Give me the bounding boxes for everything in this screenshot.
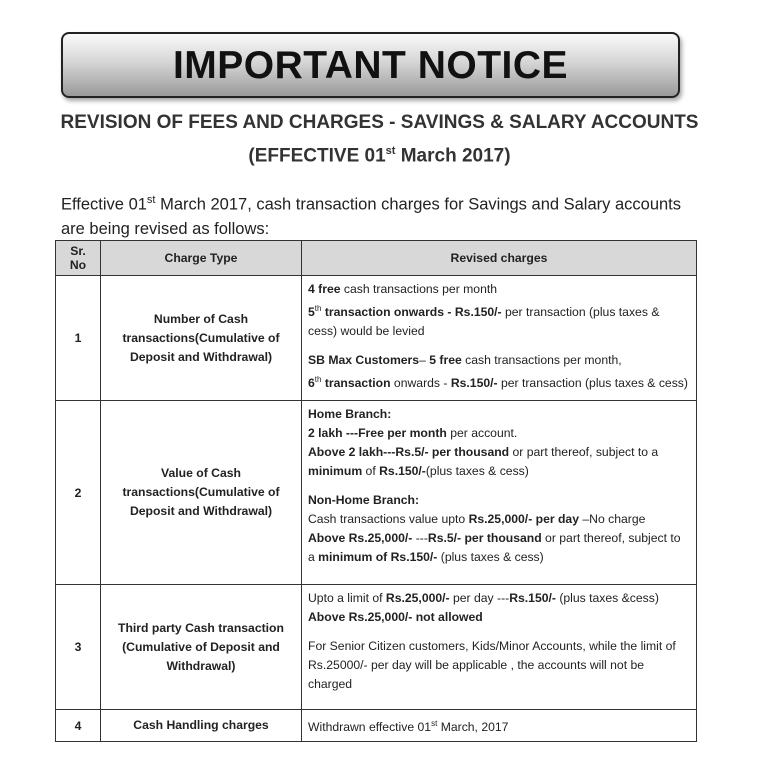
row-charge-type: Value of Cash transactions(Cumulative of Deposit and Withdrawal) <box>101 401 302 585</box>
intro-paragraph: Effective 01st March 2017, cash transaction charges for Savings and Salary accounts are being revised as follows: <box>61 194 682 238</box>
table-header-row <box>56 241 697 276</box>
header-sr-no: Sr. No <box>56 241 101 276</box>
header-revised-charges: Revised charges <box>302 241 697 276</box>
banner-title: IMPORTANT NOTICE <box>172 44 569 87</box>
row-charge-type: Number of Cash transactions(Cumulative of Deposit and Withdrawal) <box>101 276 302 401</box>
table-row <box>56 401 697 585</box>
row-charge-type: Third party Cash transaction (Cumulative of Deposit and Withdrawal) <box>101 585 302 710</box>
notice-banner <box>61 32 680 98</box>
table-row <box>56 710 697 742</box>
notice-heading: REVISION OF FEES AND CHARGES - SAVINGS & SALARY ACCOUNTS <box>60 112 699 133</box>
table-row <box>56 276 697 401</box>
row-sr: 2 <box>56 401 101 585</box>
row-charge-type: Cash Handling charges <box>101 710 302 742</box>
row-revised-charges: Withdrawn effective 01st March, 2017 <box>302 710 697 742</box>
header-charge-type: Charge Type <box>101 241 302 276</box>
row-revised-charges: Home Branch: 2 lakh ---Free per month per account. Above 2 lakh---Rs.5/- per thousand or part thereof, subject to a minimum of Rs.150/-(plus taxes & cess) Non-Home Branch: Cash transactions value upto Rs.25,000/- per day –No charge Above Rs.25,000/- ---Rs.5/- per thousand or part thereof, subject to a minimum of Rs.150/- (plus taxes & cess) <box>302 401 697 585</box>
row-revised-charges: Upto a limit of Rs.25,000/- per day ---Rs.150/- (plus taxes &cess) Above Rs.25,000/- not allowed For Senior Citizen customers, Kids/Minor Accounts, while the limit of Rs.25000/- per day will be applicable , the accounts will not be charged <box>302 585 697 710</box>
table-row <box>56 585 697 710</box>
charges-table <box>55 240 697 742</box>
row-revised-charges: 4 free cash transactions per month 5th transaction onwards - Rs.150/- per transaction (plus taxes & cess) would be levied SB Max Customers– 5 free cash transactions per month, 6th transaction onwards - Rs.150/- per transaction (plus taxes & cess) <box>302 276 697 401</box>
row-sr: 4 <box>56 710 101 742</box>
row-sr: 1 <box>56 276 101 401</box>
effective-date-heading: (EFFECTIVE 01st March 2017) <box>248 145 511 167</box>
row-sr: 3 <box>56 585 101 710</box>
